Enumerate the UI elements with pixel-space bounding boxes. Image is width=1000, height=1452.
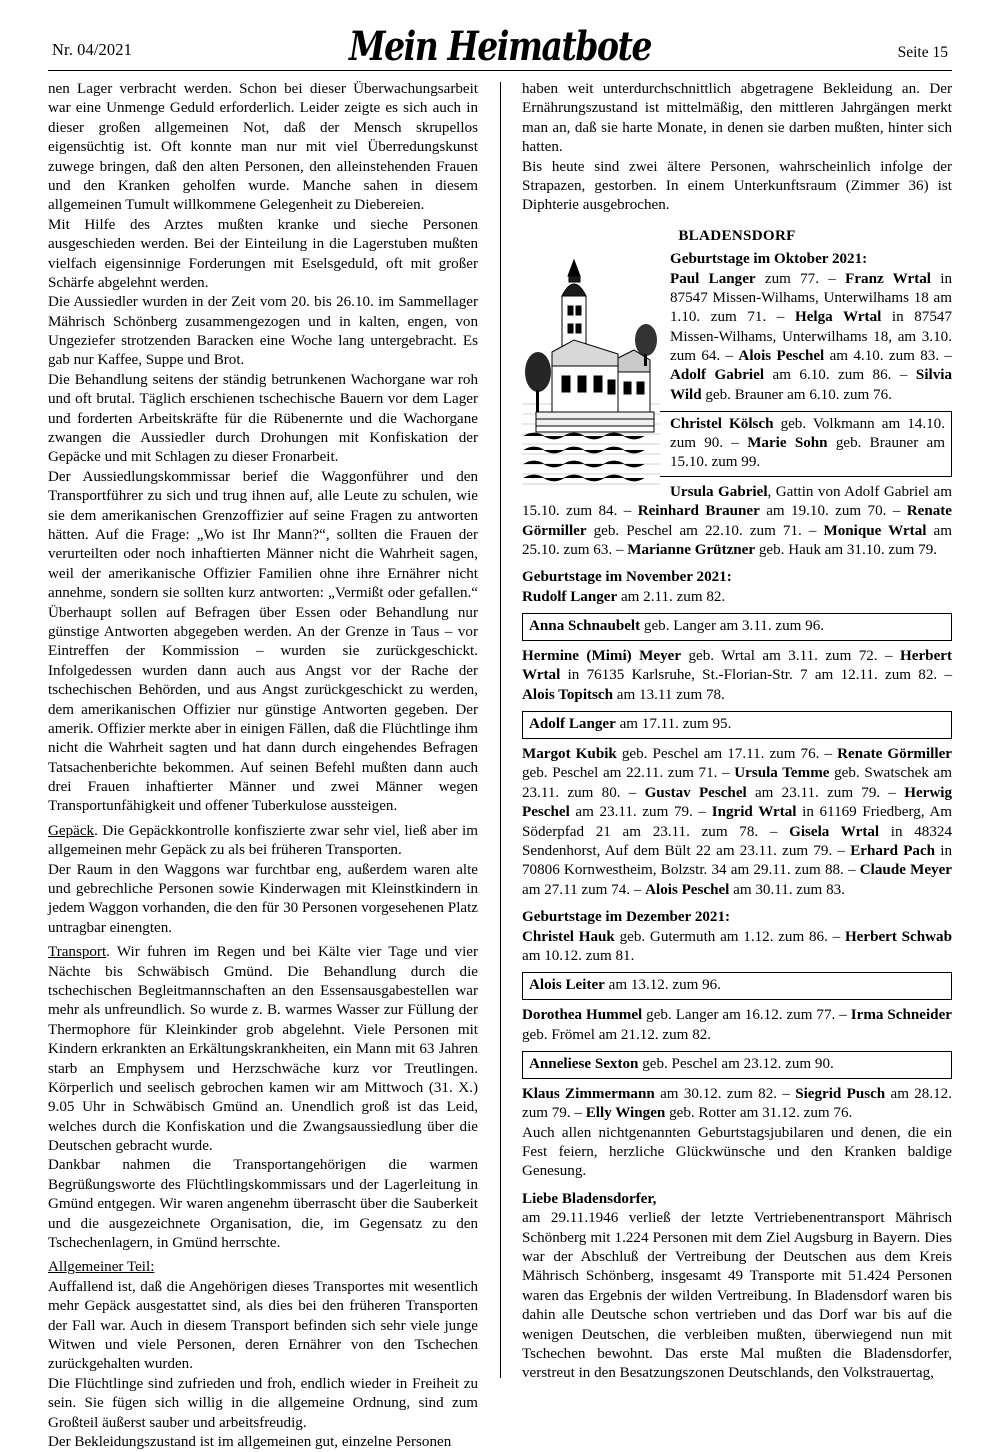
- paragraph: nen Lager verbracht werden. Schon bei dieser Überwachungsarbeit war eine Unmenge Geduld erforderlich. Leider zeigte es sich auch in dieser großen allgemeinen Not, daß der Mensch skrupellos eigensüchtig ist. Oft konnte man nur mit viel Überredungskunst zuwege bringen, daß den alten Personen, den alleinstehenden Frauen und den Kranken geholfen wurde. Manche sahen in diesem allgemeinen Tumult willkommene Gelegenheit zu Diebereien.: [48, 81, 478, 214]
- masthead: [0, 0, 1000, 70]
- paragraph: haben weit unterdurchschnittlich abgetragene Bekleidung an. Der Ernährungszustand ist mittelmäßig, den mittleren Jahrgängen merkt man an, daß sie harte Monate, in denen sie darben mußten, hinter sich hatten.: [522, 81, 952, 156]
- column-divider: [500, 82, 501, 1378]
- paragraph: Auffallend ist, daß die Angehörigen dieses Transportes mit wesentlich mehr Gepäck ausgestattet sind, als dies bei den früheren Transporten der Fall war. Auch in diesem Transport befinden sich sehr viele junge Witwen und viele Personen, deren Ernährer von den Tschechen zurückgehalten wurden.: [48, 1278, 478, 1373]
- highlight-box-november-1: Anna Schnaubelt geb. Langer am 3.11. zum 96.: [522, 613, 952, 641]
- paragraph: Die Flüchtlinge sind zufrieden und froh, endlich wieder in Freiheit zu sein. Sie fügen sich willig in die allgemeine Ordnung, sind zum Großteil äußerst sauber und arbeitsfreudig.: [48, 1375, 478, 1431]
- issue-number: Nr. 04/2021: [52, 40, 132, 59]
- paragraph-transport: [48, 943, 478, 1156]
- page-number: Seite 15: [897, 44, 948, 61]
- november-entries-mid: Hermine (Mimi) Meyer geb. Wrtal am 3.11. zum 72. – Herbert Wrtal in 76135 Karlsruhe, St.-Florian-Str. 7 am 12.11. zum 82. – Alois Topitsch am 13.11 zum 78.: [522, 648, 953, 703]
- closing-paragraph: Auch allen nichtgenannten Geburtstagsjubilaren und denen, die ein Fest feiern, herzliche Glückwünsche und den Kranken baldige Genesung.: [522, 1124, 952, 1180]
- gepaeck-label: Gepäck: [48, 822, 95, 839]
- section-heading-bladensdorf: BLADENSDORF: [678, 227, 796, 244]
- december-entries: Christel Hauk geb. Gutermuth am 1.12. zum 86. – Herbert Schwab am 10.12. zum 81.: [522, 928, 952, 964]
- transport-text: . Wir fuhren im Regen und bei Kälte vier Tage und vier Nächte bis Schwäbisch Gmünd. Die Behandlung durch die tschechischen Begleitmannschaften an den Essensausgabestellen war mehr als unfreundlich. So wurde z. B. warmes Wasser zur Füllung der Thermophore für Kleinkinder grob abgelehnt. Viele Personen mit Kindern erkrankten an Erkältungskrankheiten, ein Mann mit 63 Jahren starb an Emphysem und Herzschwäche kurz vor Treutlingen. Körperlich und seelisch gebrochen kamen wir am Mittwoch (31. X.) 9.05 Uhr in Schwäbisch Gmünd an. Unendlich groß ist das Leid, welches durch die Konfiskation und die Zwangsaussiedlung über die Deutschen gebracht wurde.: [48, 944, 478, 1155]
- october-entries: Paul Langer zum 77. – Franz Wrtal in 87547 Missen-Wilhams, Unterwilhams 18 am 1.10. zum 71. – Helga Wrtal in 87547 Missen-Wilhams, Unterwilhams 18, am 3.10. zum 64. – Alois Peschel am 4.10. zum 83. – Adolf Gabriel am 6.10. zum 86. – Silvia Wild geb. Brauner am 6.10. zum 76.: [670, 270, 952, 403]
- paragraph: Der Raum in den Waggons war furchtbar eng, außerdem waren alte und gebrechliche Personen sowie Kinderwagen mit Kleinstkindern in jedem Waggon vorhanden, die den für 30 Personen vorgesehenen Platz untragbar einengten.: [48, 861, 478, 936]
- left-column: [48, 80, 478, 1452]
- october-entries-after: Ursula Gabriel, Gattin von Adolf Gabriel am 15.10. zum 84. – Reinhard Brauner am 19.10. zum 70. – Renate Görmiller geb. Peschel am 22.10. zum 71. – Monique Wrtal am 25.10. zum 63. – Marianne Grützner geb. Hauk am 31.10. zum 79.: [522, 483, 953, 558]
- paragraph-gepaeck: [48, 822, 478, 861]
- november-heading: Geburtstage im November 2021:: [522, 569, 732, 586]
- letter-body: am 29.11.1946 verließ der letzte Vertriebenentransport Mährisch Schönberg mit 1.224 Personen mit dem Ziel Augsburg in Bayern. Dies war der Abschluß der Vertreibung der Deutschen aus dem Kreis Mährisch Schönberg, insgesamt 49 Transporte mit 51.424 Personen waren das Ergebnis der wilden Vertreibung. In Bladensdorf waren bis dahin alle Deutsche schon vertrieben und das Dorf war bis auf die wenigen Deutschen, die verbleiben mußten, überwiegend nun mit Tschechen bewohnt. Das erste Mal mußten die Bladensdorfer, verstreut in den Besatzungszonen Deutschlands, den Volkstrauertag,: [522, 1210, 952, 1382]
- december-heading: Geburtstage im Dezember 2021:: [522, 909, 731, 926]
- october-heading: Geburtstage im Oktober 2021:: [670, 251, 868, 268]
- highlight-box-december-1: Alois Leiter am 13.12. zum 96.: [522, 972, 952, 1000]
- allgemein-label-line: [48, 1258, 478, 1277]
- transport-label: Transport: [48, 944, 107, 961]
- allgemein-label: Allgemeiner Teil:: [48, 1259, 155, 1276]
- publication-title: Mein Heimatbote: [348, 22, 652, 70]
- columns-container: [48, 80, 953, 1450]
- paragraph: Die Aussiedler wurden in der Zeit vom 20. bis 26.10. im Sammellager Mährisch Schönberg zusammengezogen und in kalten, engen, von Ungeziefer strotzenden Baracken eine Woche lang untergebracht. Es gab nur Kaffee, Suppe und Brot.: [48, 294, 478, 369]
- header-rule: [48, 70, 952, 71]
- paragraph: Mit Hilfe des Arztes mußten kranke und sieche Personen ausgeschieden werden. Bei der Einteilung in die Lagerstuben mußten vielfach eigensinnige Forderungen mit Eselsgeduld, oft mit großer Schärfe abgelehnt werden.: [48, 216, 478, 291]
- church-illustration: [522, 254, 660, 494]
- paragraph: Die Behandlung seitens der ständig betrunkenen Wachorgane war roh und oft brutal. Täglich erschienen tschechische Bauern vor dem Lager und forderten Arbeitskräfte für die Rübenernte und die Wachorgane zwangen die Aussiedler durch Drohungen mit Konfiskation der Gepäcke und mit Schlagen zu dieser Fronarbeit.: [48, 371, 478, 466]
- highlight-box-october: Christel Kölsch geb. Volkmann am 14.10. zum 90. – Marie Sohn geb. Brauner am 15.10. zum 99.: [522, 411, 952, 477]
- paragraph: Der Aussiedlungskommissar berief die Waggonführer und den Transportführer zu sich und trug ihnen auf, alle Leute zu schulen, wie sie dem amerikanischen Grenzoffizier auf seine Fragen zu antworten hätten. Auf die Frage: „Wo ist Ihr Mann?“, sollten die Frauen der verurteilten oder noch inhaftierten Männer nicht die Wahrheit sagen, weil der amerikanische Offizier Familien ohne ihre Ernährer nicht annehme, sondern sie sollten kurz antworten: „Vermißt oder gefallen.“ Überhaupt sollen auf Befragen über Essen oder Behandlung nur günstige Antworten abgegeben werden. An der Grenze in Taus – vor Eintreffen der Kommission – wurden sie zurückgeschickt. Infolgedessen wurden dann auch aus Angst vor der Rache der tschechischen Behörden, und aus Angst zurückgeschickt zu werden, dem amerikanischen Offizier nur günstige Antworten gegeben. Der amerik. Offizier merkte aber in einigen Fällen, daß die Flüchtlinge ihm nicht die Wahrheit sagten und hat dann durch eingehendes Befragen Tatsachenberichte bekommen. Auf seinen Befehl mußten dann auch drei Frauen inhaftierter Männer und zwei Männer wegen Transportunfähigkeit und offener Tuberkulose aussteigen.: [48, 468, 478, 815]
- november-entries: Rudolf Langer am 2.11. zum 82.: [522, 588, 726, 605]
- paragraph: Bis heute sind zwei ältere Personen, wahrscheinlich infolge der Strapazen, gestorben. In einem Unterkunftsraum (Zimmer 36) ist Diphterie ausgebrochen.: [522, 158, 952, 214]
- paragraph: Der Bekleidungszustand ist im allgemeinen gut, einzelne Personen: [48, 1433, 452, 1450]
- december-entries-mid: Dorothea Hummel geb. Langer am 16.12. zum 77. – Irma Schneider geb. Frömel am 21.12. zum 82.: [522, 1007, 952, 1043]
- paragraph: Dankbar nahmen die Transportangehörigen die warmen Begrüßungsworte des Flüchtlingskommissars und der Lagerleitung in Gmünd entgegen. Wir waren angenehm überrascht über die Sauberkeit und die ausgezeichnete Organisation, die, im Gegensatz zu den Tschechenlagern, in Gmünd herrschte.: [48, 1157, 478, 1252]
- november-entries-after: Margot Kubik geb. Peschel am 17.11. zum 76. – Renate Görmiller geb. Peschel am 22.11. zum 71. – Ursula Temme geb. Swatschek am 23.11. zum 80. – Gustav Peschel am 23.11. zum 79. – Herwig Peschel am 23.11. zum 79. – Ingrid Wrtal in 61169 Friedberg, Am Söderpfad 21 am 23.11. zum 78. – Gisela Wrtal in 48324 Sendenhorst, Auf dem Bült 22 am 23.11. zum 79. – Erhard Pach in 70806 Kornwestheim, Bolzstr. 34 am 29.11. zum 88. – Claude Meyer am 27.11 zum 74. – Alois Peschel am 30.11. zum 83.: [522, 746, 953, 898]
- gepaeck-text: . Die Gepäckkontrolle konfiszierte zwar sehr viel, ließ aber im allgemeinen mehr Gepäck zu als bei früheren Transporten.: [48, 822, 478, 859]
- church-illustration-wrapper: [522, 254, 660, 494]
- right-column: [522, 80, 952, 1384]
- december-entries-after: Klaus Zimmermann am 30.12. zum 82. – Siegrid Pusch am 28.12. zum 79. – Elly Wingen geb. Rotter am 31.12. zum 76.: [522, 1085, 952, 1122]
- letter-salutation: Liebe Bladensdorfer,: [522, 1190, 657, 1207]
- highlight-box-december-2: Anneliese Sexton geb. Peschel am 23.12. zum 90.: [522, 1051, 952, 1079]
- highlight-box-november-2: Adolf Langer am 17.11. zum 95.: [522, 711, 952, 739]
